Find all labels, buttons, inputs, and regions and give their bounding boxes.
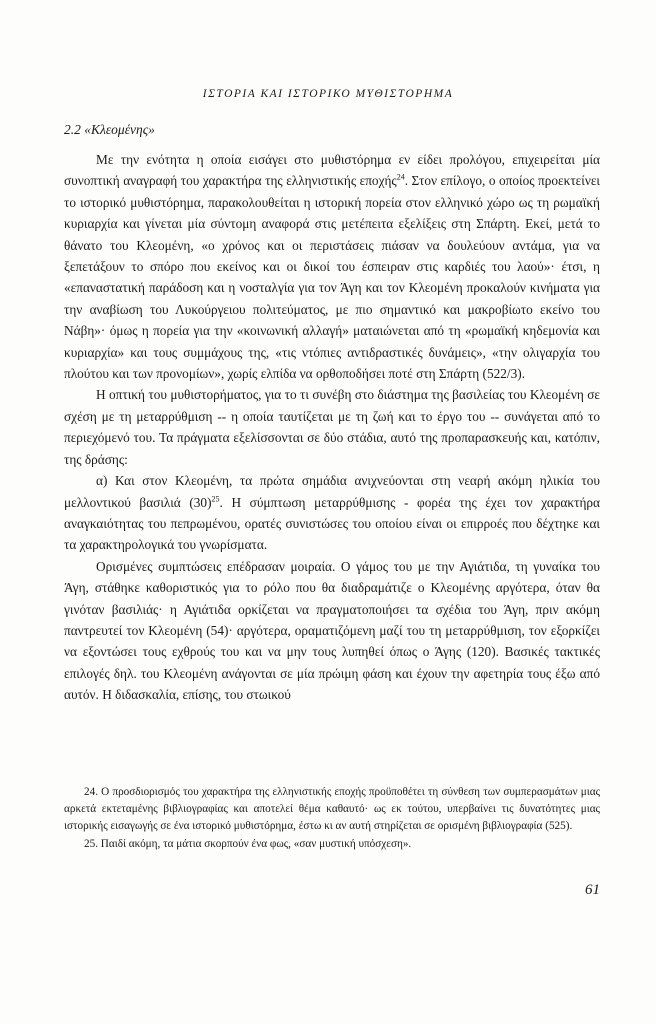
main-text (64, 149, 600, 706)
footnotes (64, 784, 600, 853)
page-number: 61 (585, 882, 600, 898)
paragraph-1 (64, 149, 600, 384)
footnote-ref-25: 25 (211, 494, 220, 504)
paragraph-3-text-b: . Η σύμπτωση μεταρρύθμισης - φορέα της έχει τον χαρακτήρα αναγκαιότητας του πεπρωμένου, ορατές συνιστώσες του οποίου είναι οι επιρροές που δέχτηκε και τα χαρακτηρολογικά του γνωρίσματα. (64, 494, 600, 553)
running-head: ΙΣΤΟΡΙΑ ΚΑΙ ΙΣΤΟΡΙΚΟ ΜΥΘΙΣΤΟΡΗΜΑ (202, 88, 454, 100)
paragraph-1-text-a: Με την ενότητα η οποία εισάγει στο μυθιστόρημα εν είδει προλόγου, επιχειρείται μία συνοπτική αναγραφή του χαρακτήρα της ελληνιστικής εποχής (64, 152, 600, 189)
section-title: 2.2 «Κλεομένης» (64, 122, 155, 137)
paragraph-3 (64, 470, 600, 556)
paragraph-4: Ορισμένες συμπτώσεις επέδρασαν μοιραία. Ο γάμος του με την Αγιάτιδα, τη γυναίκα του Άγη, στάθηκε καθοριστικός για το ρόλο που θα διαδραμάτιζε ο Κλεομένης αργότερα, όταν θα γινόταν βασιλιάς· η Αγιάτιδα ορκίζεται να πραγματοποιήσει τα σχέδια του Άγη, πριν ακόμη παντρευτεί τον Κλεομένη (54)· αργότερα, οραματιζόμενη μαζί του τη μεταρρύθμιση, τον εξορκίζει να εξοντώσει τους εχθρούς του και να μην τους λυπηθεί όπως ο Άγης (120). Βασικές τακτικές επιλογές δηλ. του Κλεομένη ανάγονται σε μία πρώιμη φάση και έχουν την αφετηρία τους έξω από αυτόν. Η διδασκαλία, επίσης, του στωικού (64, 558, 600, 703)
paragraph-1-text-b: . Στον επίλογο, ο οποίος προεκτείνει το ιστορικό μυθιστόρημα, παρακολουθείται η ιστορική πορεία στον ελληνικό χώρο ως τη ρωμαϊκή κυριαρχία και γίνεται μία σύντομη αναφορά στις μετέπειτα εξελίξεις στη Σπάρτη. Εκεί, μετά το θάνατο του Κλεομένη, «ο χρόνος και οι περιστάσεις πιάσαν να δουλεύουν αντάμα, για να ξεπετάξουν το σπόρο που εκείνος και οι δικοί του έσπειραν στις καρδιές του λαού»· έτσι, η «επαναστατική παράδοση και η νοσταλγία για τον Άγη και τον Κλεομένη προκαλούν κινήματα για την αναβίωση του Λυκούργειου πολιτεύματος, με πιο σημαντικό και μακροβίωτο εκείνο του Νάβη»· όμως η πορεία για την «κοινωνική αλλαγή» ματαιώνεται από τη «ρωμαϊκή κηδεμονία και κυριαρχία» και τους συμμάχους της, «τις ντόπιες αντιδραστικές δυνάμεις», «την ολιγαρχία του πλούτου και των προνομίων», χωρίς ελπίδα να ορθοποδήσει ποτέ στη Σπάρτη (522/3). (64, 173, 600, 382)
paragraph-3-text-a: α) Και στον Κλεομένη, τα πρώτα σημάδια ανιχνεύονται στη νεαρή ακόμη ηλικία του μελλοντικού βασιλιά (30) (64, 473, 600, 510)
footnote-ref-24: 24 (396, 172, 405, 182)
paragraph-2: Η οπτική του μυθιστορήματος, για το τι συνέβη στο διάστημα της βασιλείας του Κλεομένη σε σχέση με τη μεταρρύθμιση -- η οποία ταυτίζεται με τη ζωή και το έργο του -- συνάγεται από το περιεχόμενό του. Τα πράγματα εξελίσσονται σε δύο στάδια, αυτό της προπαρασκευής και, κατόπιν, της δράσης: (64, 387, 600, 467)
footnote-24: 24. Ο προσδιορισμός του χαρακτήρα της ελληνιστικής εποχής προϋποθέτει τη σύνθεση των συμπερασμάτων μιας αρκετά εκτεταμένης βιβλιογραφίας και αποτελεί θέμα καθαυτό· ως εκ τούτου, υπερβαίνει τις δυνατότητες μιας ιστορικής εισαγωγής σε ένα ιστορικό μυθιστόρημα, έστω κι αν αυτή στηρίζεται σε ορισμένη βιβλιογραφία (525). (64, 786, 600, 833)
footnote-25: 25. Παιδί ακόμη, τα μάτια σκορπούν ένα φως, «σαν μυστική υπόσχεση». (84, 837, 412, 850)
